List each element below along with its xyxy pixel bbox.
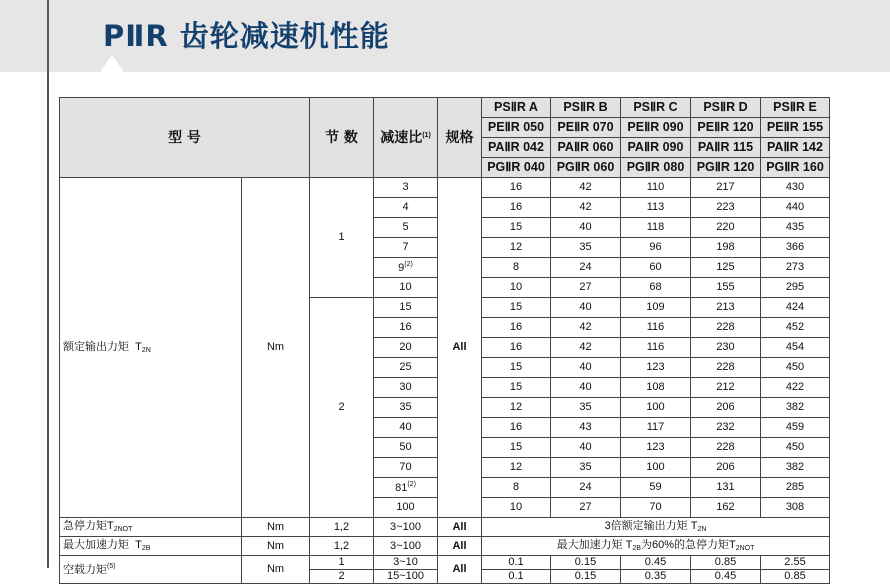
value-cell: 0.15 (551, 556, 621, 570)
spec-cell: All (438, 518, 482, 537)
value-cell: 35 (551, 238, 621, 258)
model-cell: PEⅡR 120 (691, 118, 761, 138)
ratio-cell (374, 378, 438, 398)
stage-cell: 1 (310, 556, 374, 570)
value-cell: 8 (482, 258, 551, 278)
value-cell: 308 (761, 498, 830, 518)
value-cell: 8 (482, 478, 551, 498)
value-cell: 382 (761, 458, 830, 478)
value-cell: 450 (761, 358, 830, 378)
value-cell: 42 (551, 198, 621, 218)
value-cell: 42 (551, 338, 621, 358)
ratio-value: 16 (399, 321, 412, 333)
ratio-cell (374, 298, 438, 318)
rated-torque-unit: Nm (242, 178, 310, 518)
ratio-value: 20 (399, 341, 412, 353)
value-cell: 15 (482, 218, 551, 238)
ratio-note: (2) (407, 481, 416, 488)
ratio-cell (374, 178, 438, 198)
emergency-unit: Nm (242, 518, 310, 537)
emergency-value-symbol-sub: 2N (697, 526, 707, 533)
emergency-torque-label (60, 518, 242, 537)
value-cell: 12 (482, 398, 551, 418)
accel-value (482, 537, 830, 556)
accel-unit: Nm (242, 537, 310, 556)
value-cell: 42 (551, 178, 621, 198)
value-cell: 12 (482, 458, 551, 478)
ratio-cell (374, 398, 438, 418)
table-row (60, 556, 830, 570)
model-cell: PGⅡR 120 (691, 158, 761, 178)
value-cell: 0.85 (761, 570, 830, 584)
value-cell: 117 (621, 418, 691, 438)
accel-text: 最大加速力矩 (63, 539, 129, 551)
value-cell: 459 (761, 418, 830, 438)
value-cell: 24 (551, 258, 621, 278)
ratio-value: 4 (402, 201, 409, 213)
model-cell: PSⅡR E (761, 98, 830, 118)
value-cell: 40 (551, 438, 621, 458)
value-cell: 0.85 (691, 556, 761, 570)
ratio-cell (374, 278, 438, 298)
value-cell: 15 (482, 298, 551, 318)
table-row (60, 537, 830, 556)
value-cell: 232 (691, 418, 761, 438)
noload-note: (5) (107, 563, 116, 570)
value-cell: 452 (761, 318, 830, 338)
emergency-value (482, 518, 830, 537)
emergency-symbol-sub: 2NOT (113, 526, 133, 533)
emergency-text: 急停力矩 (63, 520, 107, 532)
value-cell: 0.35 (621, 570, 691, 584)
ratio-value: 50 (399, 441, 412, 453)
spec-cell: All (438, 178, 482, 518)
value-cell: 123 (621, 358, 691, 378)
value-cell: 16 (482, 418, 551, 438)
model-cell: PEⅡR 070 (551, 118, 621, 138)
ratio-value: 10 (399, 281, 412, 293)
stage-cell: 2 (310, 570, 374, 584)
accel-symbol-sub: 2B (141, 545, 151, 552)
value-cell: 40 (551, 218, 621, 238)
model-cell: PGⅡR 160 (761, 158, 830, 178)
value-cell: 273 (761, 258, 830, 278)
model-cell: PEⅡR 090 (621, 118, 691, 138)
value-cell: 40 (551, 298, 621, 318)
ratio-cell (374, 218, 438, 238)
value-cell: 295 (761, 278, 830, 298)
value-cell: 220 (691, 218, 761, 238)
value-cell: 100 (621, 458, 691, 478)
model-cell: PEⅡR 155 (761, 118, 830, 138)
value-cell: 131 (691, 478, 761, 498)
value-cell: 15 (482, 438, 551, 458)
value-cell: 0.1 (482, 556, 551, 570)
value-cell: 450 (761, 438, 830, 458)
value-cell: 116 (621, 318, 691, 338)
accel-value-pre: 最大加速力矩 (556, 539, 623, 551)
rated-torque-text: 额定输出力矩 (63, 340, 129, 353)
performance-table (59, 97, 830, 584)
value-cell: 0.1 (482, 570, 551, 584)
value-cell: 110 (621, 178, 691, 198)
rated-torque-symbol: T (135, 340, 142, 353)
value-cell: 116 (621, 338, 691, 358)
value-cell: 424 (761, 298, 830, 318)
ratio-value: 30 (399, 381, 412, 393)
ratio-cell (374, 338, 438, 358)
value-cell: 228 (691, 438, 761, 458)
ratio-value: 81 (395, 482, 408, 494)
value-cell: 285 (761, 478, 830, 498)
value-cell: 27 (551, 498, 621, 518)
ratio-cell: 3~100 (374, 518, 438, 537)
value-cell: 155 (691, 278, 761, 298)
value-cell: 230 (691, 338, 761, 358)
value-cell: 24 (551, 478, 621, 498)
noload-torque-label (60, 556, 242, 584)
stage-cell: 1 (310, 178, 374, 298)
ratio-cell: 3~100 (374, 537, 438, 556)
model-cell: PAⅡR 142 (761, 138, 830, 158)
value-cell: 100 (621, 398, 691, 418)
accel-value-symbol: T (625, 539, 633, 551)
value-cell: 454 (761, 338, 830, 358)
left-rule (47, 0, 49, 568)
ratio-value: 9 (398, 262, 405, 274)
header-stages: 节 数 (310, 98, 374, 178)
model-cell: PSⅡR A (482, 98, 551, 118)
ratio-value: 7 (402, 241, 409, 253)
rated-torque-label (60, 178, 242, 518)
ratio-value: 70 (399, 461, 412, 473)
value-cell: 0.15 (551, 570, 621, 584)
model-cell: PGⅡR 080 (621, 158, 691, 178)
value-cell: 16 (482, 338, 551, 358)
value-cell: 43 (551, 418, 621, 438)
model-cell: PSⅡR B (551, 98, 621, 118)
value-cell: 68 (621, 278, 691, 298)
value-cell: 15 (482, 378, 551, 398)
ratio-cell (374, 498, 438, 518)
ratio-note: (2) (404, 261, 413, 268)
spec-cell: All (438, 556, 482, 584)
value-cell: 217 (691, 178, 761, 198)
accel-value-symbol2: T (728, 539, 736, 551)
model-cell: PAⅡR 115 (691, 138, 761, 158)
value-cell: 16 (482, 198, 551, 218)
value-cell: 430 (761, 178, 830, 198)
emergency-value-symbol: T (690, 520, 698, 532)
ratio-cell (374, 478, 438, 498)
value-cell: 206 (691, 398, 761, 418)
accel-symbol: T (135, 539, 142, 551)
ratio-cell (374, 258, 438, 278)
value-cell: 118 (621, 218, 691, 238)
value-cell: 435 (761, 218, 830, 238)
accel-value-symbol-sub: 2B (632, 545, 641, 552)
value-cell: 42 (551, 318, 621, 338)
value-cell: 213 (691, 298, 761, 318)
value-cell: 2.55 (761, 556, 830, 570)
value-cell: 0.45 (621, 556, 691, 570)
value-cell: 113 (621, 198, 691, 218)
model-cell: PSⅡR C (621, 98, 691, 118)
ratio-cell (374, 238, 438, 258)
value-cell: 16 (482, 318, 551, 338)
header-spec: 规格 (438, 98, 482, 178)
emergency-symbol: T (107, 520, 114, 532)
ratio-cell (374, 358, 438, 378)
ratio-value: 100 (396, 501, 415, 513)
header-ratio-note: (1) (422, 131, 431, 139)
value-cell: 206 (691, 458, 761, 478)
ratio-value: 15 (399, 301, 412, 313)
ratio-value: 35 (399, 401, 412, 413)
ratio-value: 5 (402, 221, 409, 233)
ratio-value: 25 (399, 361, 412, 373)
page-title: PⅡR 齿轮减速机性能 (103, 19, 390, 53)
accel-value-mid: 为60%的急停力矩 (640, 539, 729, 551)
value-cell: 15 (482, 358, 551, 378)
noload-text: 空载力矩 (63, 564, 107, 576)
ratio-cell (374, 458, 438, 478)
ratio-cell (374, 438, 438, 458)
accel-torque-label (60, 537, 242, 556)
value-cell: 10 (482, 498, 551, 518)
ratio-value: 3 (402, 181, 409, 193)
spec-cell: All (438, 537, 482, 556)
header-ratio (374, 98, 438, 178)
value-cell: 0.45 (691, 570, 761, 584)
value-cell: 212 (691, 378, 761, 398)
model-cell: PAⅡR 060 (551, 138, 621, 158)
value-cell: 27 (551, 278, 621, 298)
value-cell: 40 (551, 378, 621, 398)
value-cell: 125 (691, 258, 761, 278)
ratio-cell (374, 418, 438, 438)
value-cell: 10 (482, 278, 551, 298)
stage-cell: 2 (310, 298, 374, 518)
header-ratio-label: 减速比 (380, 129, 423, 146)
model-cell: PAⅡR 090 (621, 138, 691, 158)
value-cell: 422 (761, 378, 830, 398)
value-cell: 59 (621, 478, 691, 498)
ratio-cell: 3~10 (374, 556, 438, 570)
ratio-cell: 15~100 (374, 570, 438, 584)
stage-cell: 1,2 (310, 518, 374, 537)
noload-unit: Nm (242, 556, 310, 584)
value-cell: 123 (621, 438, 691, 458)
accel-value-symbol2-sub: 2NOT (735, 545, 755, 552)
value-cell: 440 (761, 198, 830, 218)
model-cell: PGⅡR 040 (482, 158, 551, 178)
model-cell: PAⅡR 042 (482, 138, 551, 158)
header-notch (100, 55, 124, 72)
value-cell: 108 (621, 378, 691, 398)
value-cell: 223 (691, 198, 761, 218)
value-cell: 40 (551, 358, 621, 378)
table-row (60, 518, 830, 537)
ratio-value: 40 (399, 421, 412, 433)
ratio-cell (374, 318, 438, 338)
emergency-value-text: 3倍额定输出力矩 (604, 520, 688, 532)
value-cell: 228 (691, 358, 761, 378)
table-row (60, 178, 830, 198)
value-cell: 162 (691, 498, 761, 518)
value-cell: 70 (621, 498, 691, 518)
value-cell: 96 (621, 238, 691, 258)
ratio-cell (374, 198, 438, 218)
value-cell: 382 (761, 398, 830, 418)
value-cell: 228 (691, 318, 761, 338)
value-cell: 35 (551, 398, 621, 418)
rated-torque-symbol-sub: 2N (141, 346, 151, 354)
model-cell: PGⅡR 060 (551, 158, 621, 178)
value-cell: 109 (621, 298, 691, 318)
value-cell: 16 (482, 178, 551, 198)
header-model: 型 号 (60, 98, 310, 178)
value-cell: 366 (761, 238, 830, 258)
stage-cell: 1,2 (310, 537, 374, 556)
value-cell: 198 (691, 238, 761, 258)
model-cell: PSⅡR D (691, 98, 761, 118)
value-cell: 35 (551, 458, 621, 478)
value-cell: 60 (621, 258, 691, 278)
value-cell: 12 (482, 238, 551, 258)
model-cell: PEⅡR 050 (482, 118, 551, 138)
